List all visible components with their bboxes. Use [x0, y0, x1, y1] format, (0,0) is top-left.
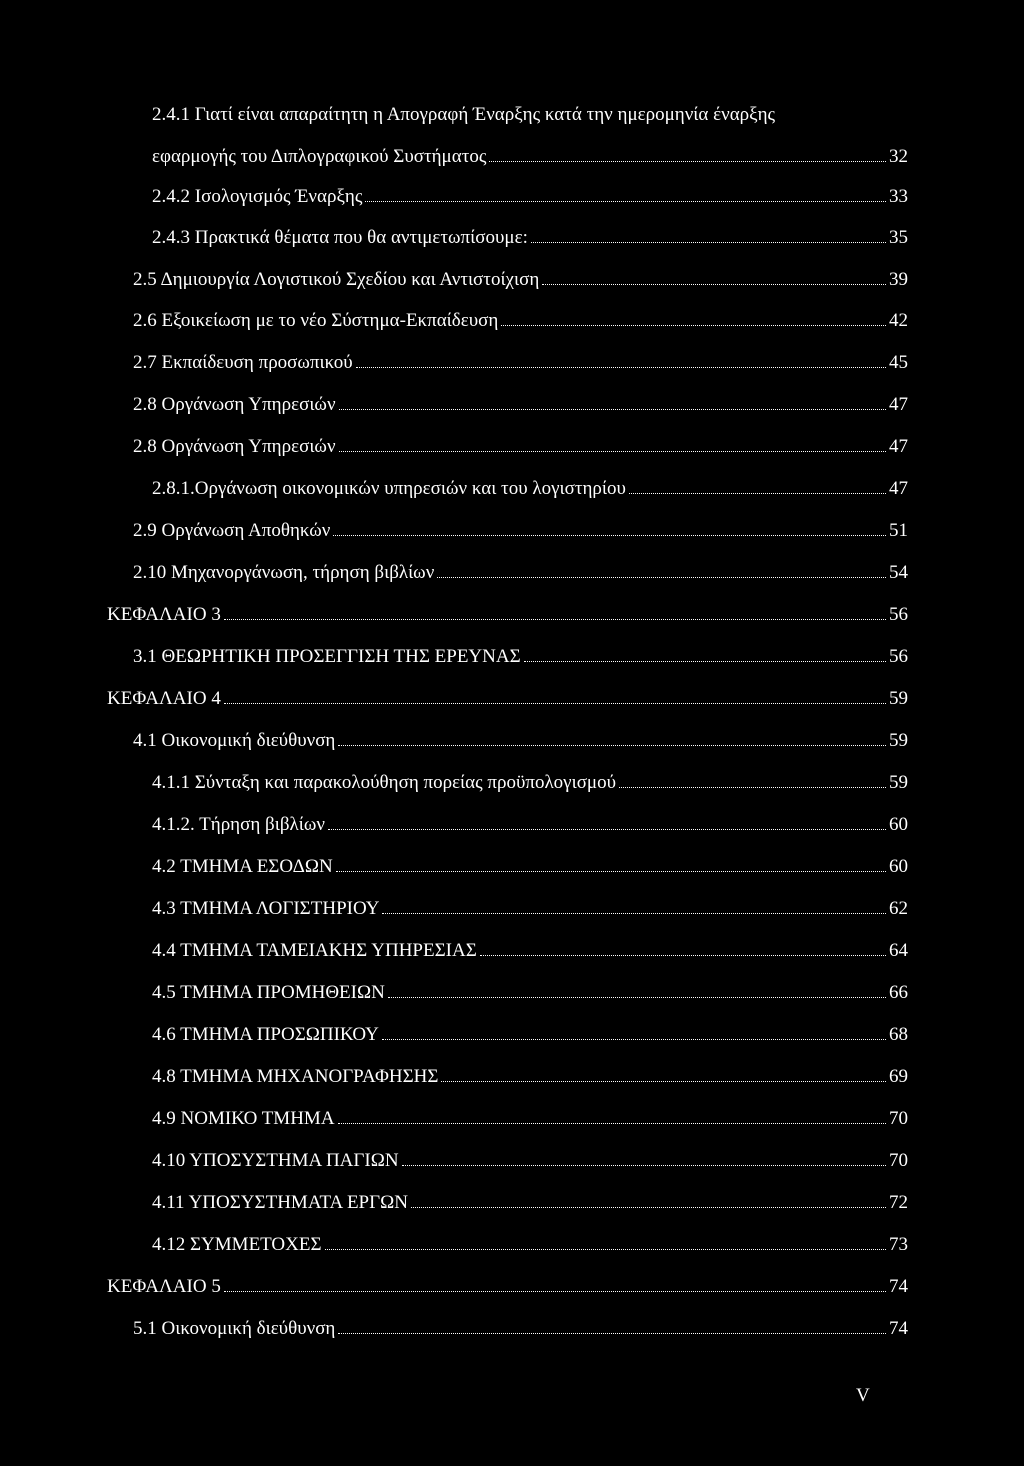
- toc-entry-page: 68: [889, 1024, 908, 1045]
- toc-leader-dots: [382, 1038, 886, 1040]
- toc-entry-title: 4.2 ΤΜΗΜΑ ΕΣΟΔΩΝ: [152, 856, 333, 877]
- toc-entry: [152, 103, 852, 127]
- toc-entry-title: 2.10 Μηχανοργάνωση, τήρηση βιβλίων: [133, 562, 435, 583]
- toc-leader-dots: [388, 996, 886, 998]
- toc-entry-title: ΚΕΦΑΛΑΙΟ 3: [107, 604, 221, 625]
- toc-leader-dots: [338, 1332, 886, 1334]
- toc-leader-dots: [356, 366, 886, 368]
- toc-entry: [133, 561, 908, 585]
- toc-entry-page: 74: [889, 1318, 908, 1339]
- toc-leader-dots: [224, 1290, 886, 1292]
- toc-entry: [152, 981, 908, 1005]
- toc-entry: [152, 477, 908, 501]
- toc-entry-title: 4.12 ΣΥΜΜΕΤΟΧΕΣ: [152, 1234, 322, 1255]
- toc-leader-dots: [382, 912, 886, 914]
- toc-entry: [152, 939, 908, 963]
- toc-entry-page: 42: [889, 310, 908, 331]
- toc-leader-dots: [328, 828, 886, 830]
- toc-entry: [133, 351, 908, 375]
- toc-entry: [152, 1149, 908, 1173]
- toc-entry: [152, 1065, 908, 1089]
- toc-leader-dots: [531, 241, 886, 243]
- toc-entry: [133, 268, 908, 292]
- toc-entry: [133, 1317, 908, 1341]
- toc-leader-dots: [501, 324, 886, 326]
- toc-entry: [152, 145, 908, 169]
- toc-entry-page: 33: [889, 186, 908, 207]
- toc-entry-title: 3.1 ΘΕΩΡΗΤΙΚΗ ΠΡΟΣΕΓΓΙΣΗ ΤΗΣ ΕΡΕΥΝΑΣ: [133, 646, 521, 667]
- toc-entry-page: 60: [889, 856, 908, 877]
- toc-entry-page: 62: [889, 898, 908, 919]
- toc-entry-page: 54: [889, 562, 908, 583]
- toc-entry-page: 73: [889, 1234, 908, 1255]
- toc-leader-dots: [629, 492, 886, 494]
- toc-entry: [107, 1275, 908, 1299]
- toc-leader-dots: [333, 534, 886, 536]
- toc-entry: [107, 687, 908, 711]
- toc-entry-page: 70: [889, 1150, 908, 1171]
- toc-leader-dots: [619, 786, 886, 788]
- toc-entry-title: 2.9 Οργάνωση Αποθηκών: [133, 520, 331, 541]
- toc-entry-title: 4.5 ΤΜΗΜΑ ΠΡΟΜΗΘΕΙΩΝ: [152, 982, 385, 1003]
- toc-entry-page: 59: [889, 730, 908, 751]
- toc-entry: [133, 729, 908, 753]
- toc-entry-title: 2.8 Οργάνωση Υπηρεσιών: [133, 394, 336, 415]
- toc-entry-title: 4.4 ΤΜΗΜΑ ΤΑΜΕΙΑΚΗΣ ΥΠΗΡΕΣΙΑΣ: [152, 940, 477, 961]
- toc-entry: [152, 1023, 908, 1047]
- toc-entry-title: 2.4.3 Πρακτικά θέματα που θα αντιμετωπίσουμε:: [152, 227, 528, 248]
- toc-entry: [133, 519, 908, 543]
- toc-entry-page: 35: [889, 227, 908, 248]
- toc-leader-dots: [336, 870, 886, 872]
- toc-entry-page: 32: [889, 146, 908, 167]
- page-number: V: [856, 1385, 870, 1406]
- toc-entry-title: 2.4.2 Ισολογισμός Έναρξης: [152, 186, 363, 207]
- toc-leader-dots: [224, 702, 886, 704]
- toc-entry-page: 60: [889, 814, 908, 835]
- toc-entry-page: 74: [889, 1276, 908, 1297]
- toc-leader-dots: [338, 744, 886, 746]
- toc-leader-dots: [480, 954, 886, 956]
- toc-leader-dots: [339, 408, 886, 410]
- toc-leader-dots: [524, 660, 886, 662]
- toc-leader-dots: [411, 1206, 886, 1208]
- toc-leader-dots: [338, 1122, 886, 1124]
- toc-entry-title: 4.9 ΝΟΜΙΚΟ ΤΜΗΜΑ: [152, 1108, 335, 1129]
- toc-entry-title: 5.1 Οικονομική διεύθυνση: [133, 1318, 336, 1339]
- toc-entry-title: 4.11 ΥΠΟΣΥΣΤΗΜΑΤΑ ΕΡΓΩΝ: [152, 1192, 408, 1213]
- toc-entry-page: 66: [889, 982, 908, 1003]
- toc-entry-page: 59: [889, 688, 908, 709]
- toc-entry: [133, 309, 908, 333]
- toc-leader-dots: [437, 576, 886, 578]
- toc-entry-page: 64: [889, 940, 908, 961]
- toc-entry-page: 47: [889, 478, 908, 499]
- toc-leader-dots: [224, 618, 886, 620]
- toc-entry-page: 56: [889, 604, 908, 625]
- toc-entry-page: 69: [889, 1066, 908, 1087]
- toc-entry-page: 47: [889, 394, 908, 415]
- toc-entry: [152, 226, 908, 250]
- toc-leader-dots: [365, 200, 886, 202]
- toc-entry-title: ΚΕΦΑΛΑΙΟ 4: [107, 688, 221, 709]
- toc-entry-title: 2.8 Οργάνωση Υπηρεσιών: [133, 436, 336, 457]
- toc-entry-title: 4.8 ΤΜΗΜΑ ΜΗΧΑΝΟΓΡΑΦΗΣΗΣ: [152, 1066, 439, 1087]
- toc-entry-title: 2.6 Εξοικείωση με το νέο Σύστημα-Εκπαίδευση: [133, 310, 499, 331]
- toc-leader-dots: [325, 1248, 886, 1250]
- toc-entry-title: εφαρμογής του Διπλογραφικού Συστήματος: [152, 146, 487, 167]
- toc-entry-title: 4.10 ΥΠΟΣΥΣΤΗΜΑ ΠΑΓΙΩΝ: [152, 1150, 399, 1171]
- toc-entry: [152, 897, 908, 921]
- toc-leader-dots: [339, 450, 886, 452]
- toc-entry: [152, 813, 908, 837]
- toc-entry-page: 59: [889, 772, 908, 793]
- toc-entry-title: 2.5 Δημιουργία Λογιστικού Σχεδίου και Αντιστοίχιση: [133, 269, 540, 290]
- toc-entry-title: 4.1 Οικονομική διεύθυνση: [133, 730, 336, 751]
- toc-entry: [133, 645, 908, 669]
- toc-entry-title: 4.3 ΤΜΗΜΑ ΛΟΓΙΣΤΗΡΙΟΥ: [152, 898, 380, 919]
- toc-leader-dots: [441, 1080, 886, 1082]
- toc-entry-page: 56: [889, 646, 908, 667]
- toc-entry: [152, 855, 908, 879]
- toc-leader-dots: [489, 160, 886, 162]
- toc-entry: [152, 1233, 908, 1257]
- toc-entry-title: 4.1.1 Σύνταξη και παρακολούθηση πορείας προϋπολογισμού: [152, 772, 617, 793]
- toc-leader-dots: [542, 283, 886, 285]
- toc-entry-title: 2.4.1 Γιατί είναι απαραίτητη η Απογραφή Έναρξης κατά την ημερομηνία έναρξης: [152, 104, 776, 125]
- toc-entry: [152, 1107, 908, 1131]
- toc-entry-title: 4.1.2. Τήρηση βιβλίων: [152, 814, 325, 835]
- toc-entry: [133, 393, 908, 417]
- toc-leader-dots: [402, 1164, 886, 1166]
- toc-entry-title: 2.7 Εκπαίδευση προσωπικού: [133, 352, 353, 373]
- toc-entry-title: 4.6 ΤΜΗΜΑ ΠΡΟΣΩΠΙΚΟΥ: [152, 1024, 379, 1045]
- toc-entry-title: 2.8.1.Οργάνωση οικονομικών υπηρεσιών και του λογιστηρίου: [152, 478, 626, 499]
- toc-entry: [152, 185, 908, 209]
- toc-entry-page: 39: [889, 269, 908, 290]
- toc-entry-page: 45: [889, 352, 908, 373]
- toc-entry: [107, 603, 908, 627]
- toc-entry: [152, 771, 908, 795]
- toc-entry-page: 51: [889, 520, 908, 541]
- toc-entry-page: 72: [889, 1192, 908, 1213]
- toc-entry-page: 47: [889, 436, 908, 457]
- toc-entry-title: ΚΕΦΑΛΑΙΟ 5: [107, 1276, 221, 1297]
- toc-entry-page: 70: [889, 1108, 908, 1129]
- toc-entry: [133, 435, 908, 459]
- toc-entry: [152, 1191, 908, 1215]
